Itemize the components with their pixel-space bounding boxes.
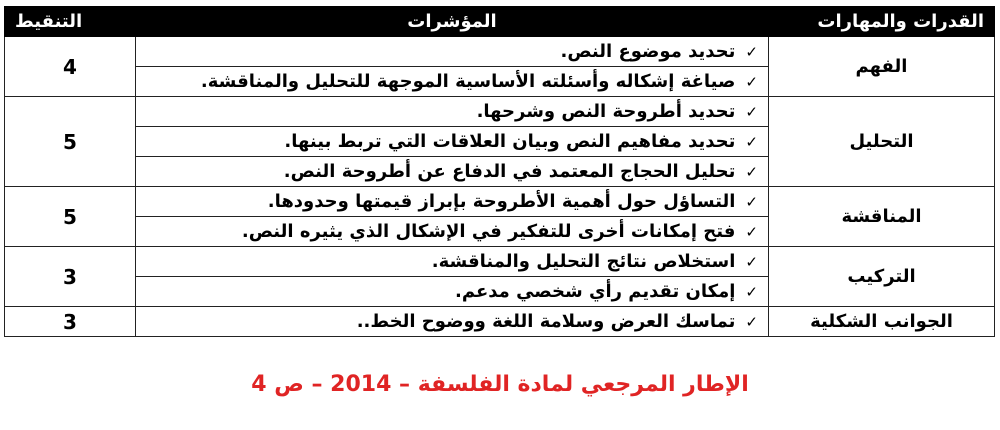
- check-mark-icon: ✓: [745, 313, 758, 331]
- indicator-cell: [136, 157, 769, 187]
- indicator-cell: [136, 127, 769, 157]
- table-row: [5, 37, 995, 67]
- skill-cell: التحليل: [769, 97, 995, 187]
- indicator-text: إمكان تقديم رأي شخصي مدعم.: [455, 281, 736, 302]
- indicator-cell: [136, 277, 769, 307]
- skill-cell: المناقشة: [769, 187, 995, 247]
- check-mark-icon: ✓: [745, 43, 758, 61]
- header-skills: القدرات والمهارات: [769, 7, 995, 37]
- check-mark-icon: ✓: [745, 283, 758, 301]
- indicator-text: تحليل الحجاج المعتمد في الدفاع عن أطروحة النص.: [283, 161, 736, 182]
- indicator-cell: [136, 217, 769, 247]
- header-score: التنقيط: [5, 7, 136, 37]
- indicator-cell: [136, 187, 769, 217]
- table-row: [5, 247, 995, 277]
- table-row: [5, 307, 995, 337]
- indicator-text: تحديد مفاهيم النص وبيان العلاقات التي تربط بينها.: [284, 131, 736, 152]
- footer-reference: الإطار المرجعي لمادة الفلسفة – 2014 – ص 4: [251, 372, 749, 397]
- indicator-text: التساؤل حول أهمية الأطروحة بإبراز قيمتها وحدودها.: [267, 191, 736, 212]
- indicator-cell: [136, 67, 769, 97]
- rubric-body: [5, 37, 995, 337]
- indicator-cell: [136, 97, 769, 127]
- table-row: [5, 97, 995, 127]
- indicator-text: تماسك العرض وسلامة اللغة ووضوح الخط..: [356, 311, 736, 332]
- indicator-text: استخلاص نتائج التحليل والمناقشة.: [431, 251, 736, 272]
- check-mark-icon: ✓: [745, 103, 758, 121]
- check-mark-icon: ✓: [745, 223, 758, 241]
- skill-cell: التركيب: [769, 247, 995, 307]
- skill-cell: الفهم: [769, 37, 995, 97]
- header-indicators: المؤشرات: [136, 7, 769, 37]
- rubric-table: [4, 6, 995, 337]
- score-cell: 3: [5, 307, 136, 337]
- indicator-text: تحديد أطروحة النص وشرحها.: [476, 101, 736, 122]
- indicator-text: صياغة إشكاله وأسئلته الأساسية الموجهة للتحليل والمناقشة.: [200, 71, 736, 92]
- skill-cell: الجوانب الشكلية: [769, 307, 995, 337]
- score-cell: 5: [5, 187, 136, 247]
- check-mark-icon: ✓: [745, 133, 758, 151]
- check-mark-icon: ✓: [745, 73, 758, 91]
- score-cell: 5: [5, 97, 136, 187]
- indicator-cell: [136, 307, 769, 337]
- header-row: [5, 7, 995, 37]
- score-cell: 3: [5, 247, 136, 307]
- indicator-cell: [136, 37, 769, 67]
- check-mark-icon: ✓: [745, 163, 758, 181]
- indicator-text: تحديد موضوع النص.: [560, 41, 736, 62]
- indicator-text: فتح إمكانات أخرى للتفكير في الإشكال الذي يثيره النص.: [241, 221, 736, 242]
- check-mark-icon: ✓: [745, 193, 758, 211]
- table-row: [5, 187, 995, 217]
- check-mark-icon: ✓: [745, 253, 758, 271]
- score-cell: 4: [5, 37, 136, 97]
- indicator-cell: [136, 247, 769, 277]
